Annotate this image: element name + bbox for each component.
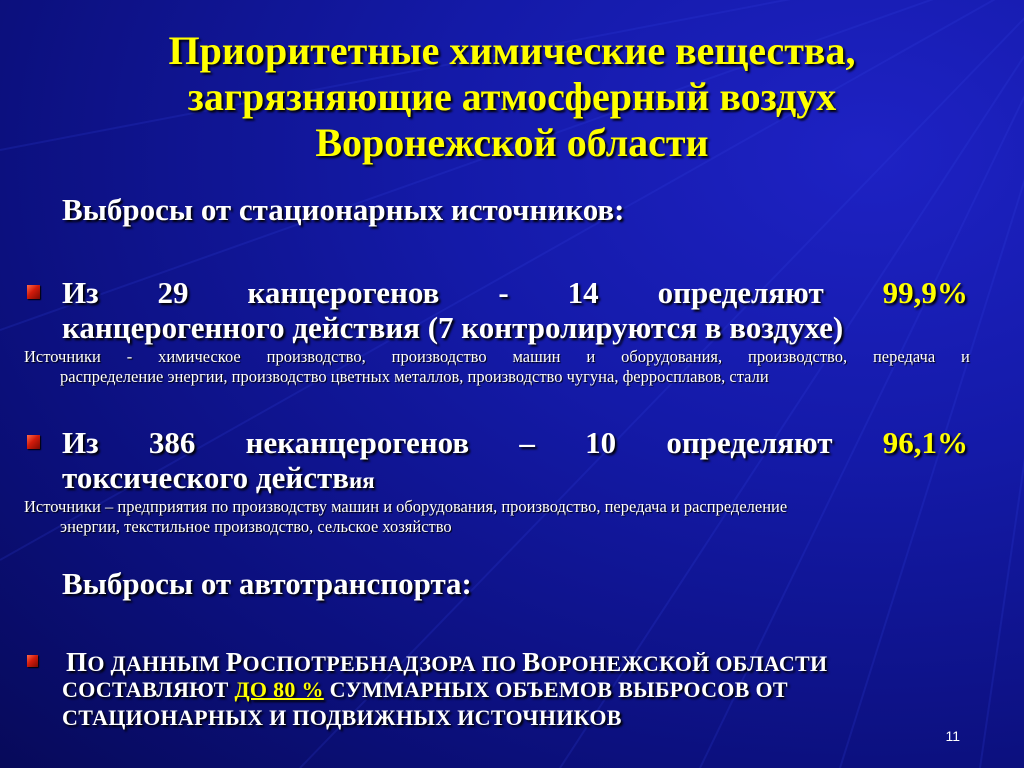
word: - (126, 347, 133, 366)
text: СУММАРНЫХ ОБЪЕМОВ ВЫБРОСОВ ОТ (323, 677, 788, 702)
bullet-3-line-2 (62, 676, 788, 704)
word: производство (391, 347, 487, 366)
bullet-1-sources (24, 347, 970, 387)
text: ОРОНЕЖСКОЙ ОБЛАСТИ (540, 651, 828, 676)
bullet-1-line-1 (62, 276, 968, 310)
text: ОСПОТРЕБНАДЗОРА ПО (242, 651, 523, 676)
word: Из (62, 425, 99, 460)
word: - (498, 275, 509, 310)
text: СОСТАВЛЯЮТ (62, 677, 235, 702)
word: – (519, 425, 535, 460)
cap-letter: Р (225, 647, 243, 677)
bullet-2-line-2 (62, 461, 968, 498)
text: О ДАННЫМ (87, 651, 226, 676)
bullet-marker-2 (27, 435, 40, 449)
title-line-1: Приоритетные химические вещества, (168, 28, 856, 73)
word: определяют (657, 275, 824, 310)
sources-1-line-2: распределение энергии, производство цветных металлов, производство чугуна, ферросплавов, стали (60, 367, 769, 386)
word: оборудования, (621, 347, 723, 366)
word: и (586, 347, 596, 366)
bullet-2-sources (24, 497, 970, 537)
title-line-3: Воронежской области (315, 120, 709, 165)
bullet-1-line-2: канцерогенного действия (7 контролируются в воздухе) (62, 310, 844, 345)
word: производство, (747, 347, 848, 366)
bullet-2-line-1 (62, 426, 968, 460)
sources-2-line-2: энергии, текстильное производство, сельское хозяйство (60, 517, 452, 536)
cap-letter: П (66, 647, 88, 677)
slide-title (60, 28, 964, 166)
word: передача (872, 347, 936, 366)
highlight-percent-3: ДО 80 % (234, 677, 324, 702)
word: 10 (585, 425, 617, 460)
sources-2-line-1: Источники – предприятия по производству машин и оборудования, производство, передача и распределение (24, 497, 788, 516)
section-heading-stationary: Выбросы от стационарных источников: (62, 192, 625, 227)
section-heading-transport: Выбросы от автотранспорта: (62, 566, 472, 601)
word: 29 (157, 275, 189, 310)
word: и (961, 347, 970, 366)
cap-letter: В (522, 647, 541, 677)
word: 386 (148, 425, 196, 460)
word: неканцерогенов (245, 425, 470, 460)
sources-1-line-1 (24, 347, 970, 367)
highlight-percent-2: 96,1% (882, 425, 968, 460)
word: Источники (24, 347, 101, 366)
bullet-marker-1 (27, 285, 40, 299)
page-number: 11 (945, 728, 960, 744)
word: производство, (266, 347, 366, 366)
bullet-3-line-1 (66, 648, 827, 678)
line-text-tail: ия (348, 468, 375, 493)
word: Из (62, 275, 99, 310)
bullet-marker-3 (27, 655, 38, 667)
word: машин (512, 347, 561, 366)
line-text: токсического действ (62, 460, 349, 495)
word: канцерогенов (247, 275, 440, 310)
word: химическое (158, 347, 241, 366)
text: СТАЦИОНАРНЫХ И ПОДВИЖНЫХ ИСТОЧНИКОВ (62, 705, 622, 730)
highlight-percent-1: 99,9% (882, 275, 968, 310)
word: определяют (666, 425, 833, 460)
word: 14 (567, 275, 599, 310)
bullet-3-line-3 (62, 704, 622, 732)
title-line-2: загрязняющие атмосферный воздух (187, 74, 837, 119)
